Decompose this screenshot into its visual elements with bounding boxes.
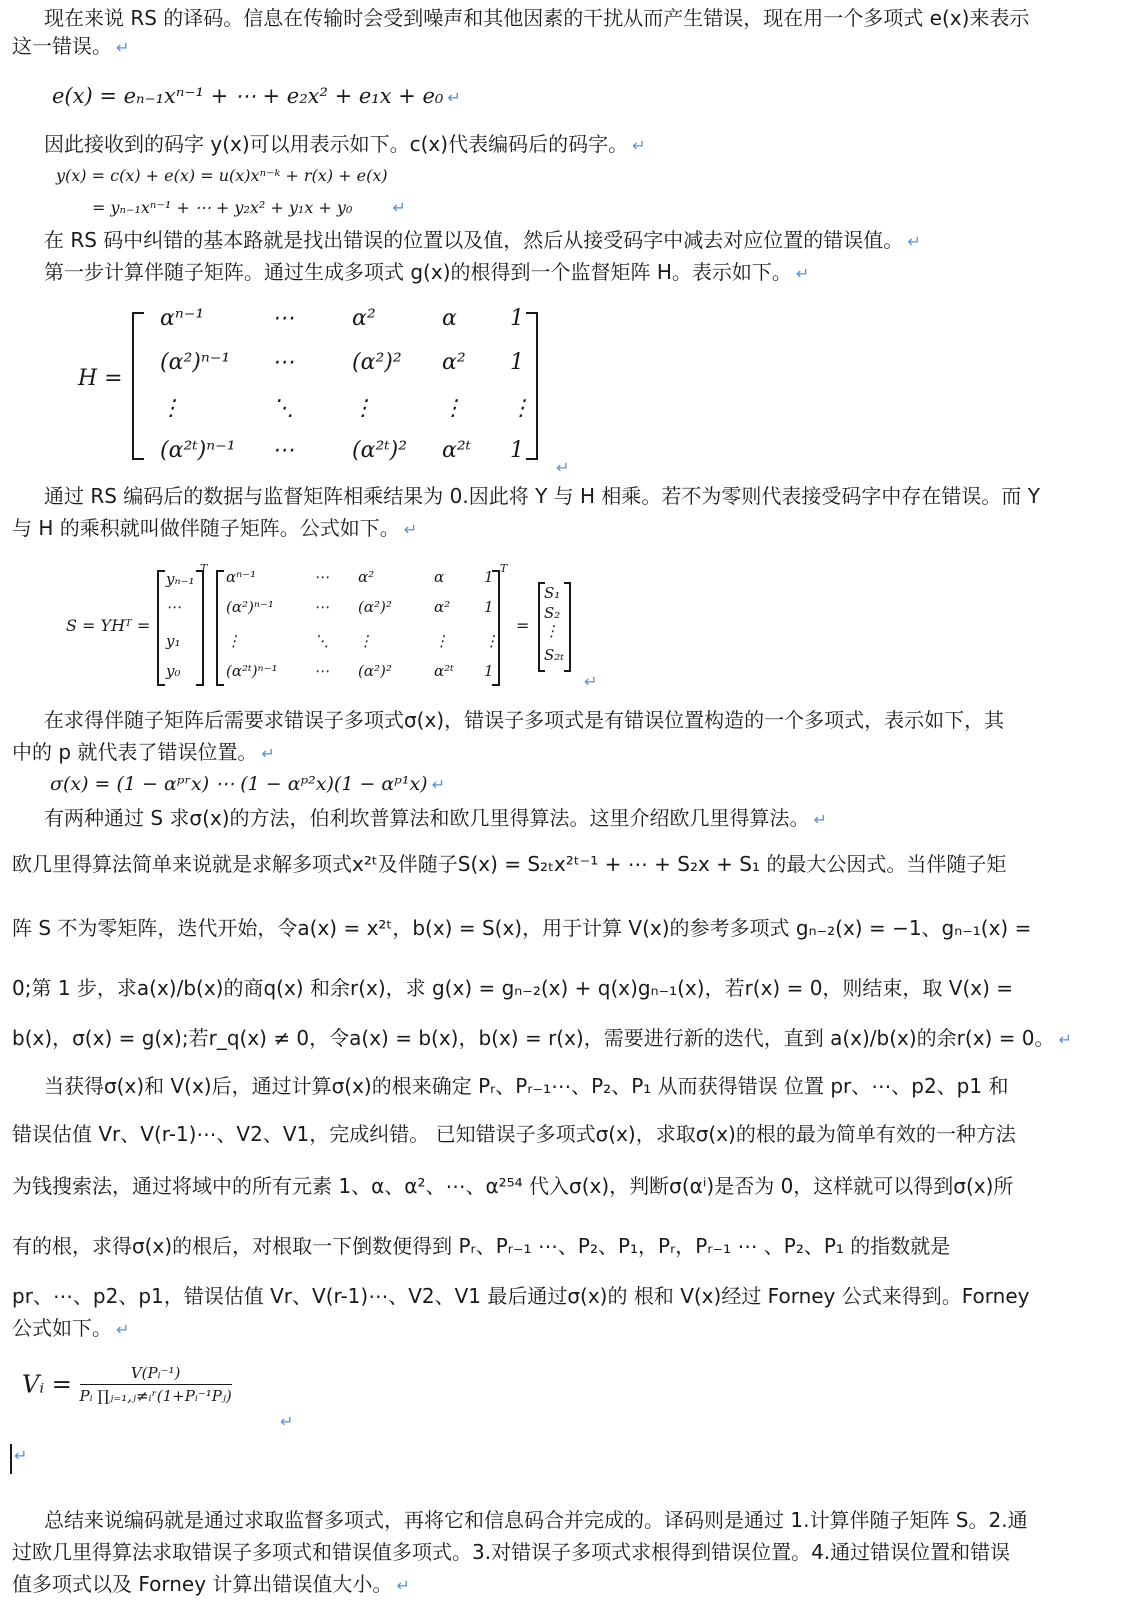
matrix-h-cell: (α²ᵗ)ⁿ⁻¹ [160,438,236,463]
matrix-h-cell: ⋯ [272,306,294,331]
paragraph-mark-icon: ↵ [907,232,921,251]
forney-numerator: V(Pᵢ⁻¹) [80,1364,232,1385]
forney-formula [22,1364,232,1405]
p9-line6 [12,1312,129,1346]
matrix-h-cell: ⋯ [272,438,294,463]
paragraph-mark-icon: ↵ [632,136,646,155]
syndrome-equation [0,560,640,690]
s-vector-cell: S₂ [544,604,561,622]
forney-lhs: Vᵢ = [22,1370,72,1399]
matrix-h-right-bracket [526,312,538,460]
hmatrix-left-bracket [216,570,224,686]
syndrome-label: S = YHᵀ = [66,616,151,635]
hmatrix-cell: 1 [484,568,494,586]
p1-line2 [12,30,129,64]
s-vector-cell: ⋮ [544,622,559,640]
hmatrix-cell: (α²)² [358,598,392,616]
syndrome-equals: = [516,616,530,635]
p10-line1: 总结来说编码就是通过求取监督多项式，再将它和信息码合并完成的。译码则是通过 1.计算伴随子矩阵 S。2.通 [44,1508,1028,1532]
p9-line2: 错误估值 Vr、V(r-1)⋯、V2、V1，完成纠错。 已知错误子多项式σ(x)，求取σ(x)的根的最为简单有效的一种方法 [12,1122,1016,1146]
y-vector-cell: ⋯ [166,598,181,616]
s-vector-right-bracket [564,582,571,672]
matrix-h-cell: 1 [510,438,524,463]
p1-line1: 现在来说 RS 的译码。信息在传输时会受到噪声和其他因素的干扰从而产生错误，现在用一个多项式 e(x)来表示 [44,6,1030,30]
hmatrix-cell: α²ᵗ [434,662,454,680]
p5-line2 [12,512,417,546]
hmatrix-cell: α [434,568,445,586]
p8-line3: 0;第 1 步，求a(x)/b(x)的商q(x) 和余r(x)，求 g(x) = gₙ₋₂(x) + q(x)gₙ₋₁(x)，若r(x) = 0，则结束，取 V(x) = [12,976,1014,1000]
s-vector-cell: S₂ₜ [544,646,564,664]
matrix-h-cell: ⋮ [160,396,182,421]
hmatrix-cell: (α²)ⁿ⁻¹ [226,598,274,616]
paragraph-mark-icon: ↵ [813,810,827,829]
p3-line [44,224,921,258]
p7-line [44,802,827,836]
p10-line3 [12,1568,410,1602]
p9-line1: 当获得σ(x)和 V(x)后，通过计算σ(x)的根来确定 Pᵣ、Pᵣ₋₁⋯、P₂、P₁ 从而获得错误 位置 pr、⋯、p2、p1 和 [44,1074,1009,1098]
hmatrix-cell: ⋮ [434,632,449,650]
paragraph-mark-icon: ↵ [556,458,570,477]
matrix-h-cell: ⋯ [272,350,294,375]
p3-text: 在 RS 码中纠错的基本路就是找出错误的位置以及值，然后从接受码字中减去对应位置的错误值。 [44,228,904,252]
p6-line2-text: 中的 p 就代表了错误位置。 [12,740,258,764]
forney-denominator: Pᵢ ∏ⱼ₌₁,ⱼ≠ᵢʳ(1+Pᵢ⁻¹Pⱼ) [79,1387,232,1405]
hmatrix-cell: (α²)² [358,662,392,680]
p9-line3: 为钱搜索法，通过将域中的所有元素 1、α、α²、⋯、α²⁵⁴ 代入σ(x)，判断σ(αⁱ)是否为 0，这样就可以得到σ(x)所 [12,1174,1014,1198]
p4-text: 第一步计算伴随子矩阵。通过生成多项式 g(x)的根得到一个监督矩阵 H。表示如下。 [44,260,792,284]
y-vector-cell: y₀ [166,662,181,680]
matrix-h-label: H = [78,366,123,391]
equation-received-2 [92,192,406,224]
p8-line4-text: b(x)，σ(x) = g(x);若r_q(x) ≠ 0，令a(x) = b(x)，b(x) = r(x)，需要进行新的迭代，直到 a(x)/b(x)的余r(x) = 0。 [12,1026,1055,1050]
equation-sigma [50,768,445,801]
hmatrix-cell: ⋱ [314,632,329,650]
matrix-h-cell: (α²)² [352,350,402,375]
hmatrix-cell: ⋯ [314,598,329,616]
hmatrix-cell: α² [358,568,375,586]
p4-line [44,256,809,290]
paragraph-mark-icon: ↵ [584,672,598,691]
equation-error-poly [52,80,461,114]
matrix-h-cell: α²ᵗ [442,438,472,463]
paragraph-mark-icon: ↵ [280,1412,294,1431]
p2-line [44,128,645,162]
hmatrix-cell: ⋮ [484,632,499,650]
eq-e-text: e(x) = eₙ₋₁xⁿ⁻¹ + ⋯ + e₂x² + e₁x + e₀ [52,84,444,108]
matrix-h-cell: 1 [510,350,524,375]
hmatrix-cell: (α²ᵗ)ⁿ⁻¹ [226,662,278,680]
equation-received-1: y(x) = c(x) + e(x) = u(x)xⁿ⁻ᵏ + r(x) + e(x) [56,166,388,185]
paragraph-mark-icon: ↵ [392,198,406,217]
eq-sigma-text: σ(x) = (1 − αᵖʳx) ⋯ (1 − αᵖ²x)(1 − αᵖ¹x) [50,773,428,795]
p10-line2: 过欧几里得算法求取错误子多项式和错误值多项式。3.对错误子多项式求根得到错误位置。4.通过错误位置和错误 [12,1540,1011,1564]
matrix-h-cell: ⋮ [352,396,374,421]
p10-line3-text: 值多项式以及 Forney 计算出错误值大小。 [12,1572,393,1596]
h-transpose: T [500,562,508,575]
s-vector-cell: S₁ [544,584,561,602]
p7-text: 有两种通过 S 求σ(x)的方法，伯利坎普算法和欧几里得算法。这里介绍欧几里得算法。 [44,806,810,830]
text-cursor [10,1444,12,1474]
eq-y2-text: = yₙ₋₁xⁿ⁻¹ + ⋯ + y₂x² + y₁x + y₀ [92,198,353,217]
hmatrix-cell: ⋮ [226,632,241,650]
paragraph-mark-icon: ↵ [116,1320,130,1339]
p9-line4: 有的根，求得σ(x)的根后，对根取一下倒数便得到 Pᵣ、Pᵣ₋₁ ⋯、P₂、P₁，Pᵣ，Pᵣ₋₁ ⋯ 、P₂、P₁ 的指数就是 [12,1234,951,1258]
matrix-h-cell: α² [352,306,376,331]
paragraph-mark-icon: ↵ [261,744,275,763]
hmatrix-cell: ⋮ [358,632,373,650]
p8-line4 [12,1022,1072,1056]
paragraph-mark-icon: ↵ [447,88,461,107]
matrix-h-cell: ⋱ [272,396,294,421]
y-vector-right-bracket [196,570,204,686]
paragraph-mark-icon: ↵ [431,775,445,794]
y-vector-left-bracket [157,570,165,686]
p9-line5: pr、⋯、p2、p1，错误估值 Vr、V(r-1)⋯、V2、V1 最后通过σ(x)的 根和 V(x)经过 Forney 公式来得到。Forney [12,1284,1030,1308]
p5-line1: 通过 RS 编码后的数据与监督矩阵相乘结果为 0.因此将 Y 与 H 相乘。若不为零则代表接受码字中存在错误。而 Y [44,484,1041,508]
matrix-h-cell: ⋮ [442,396,464,421]
p9-line6-text: 公式如下。 [12,1316,112,1340]
p2-text: 因此接收到的码字 y(x)可以用表示如下。c(x)代表编码后的码字。 [44,132,629,156]
paragraph-mark-icon: ↵ [403,520,418,539]
y-transpose: T [200,562,208,575]
hmatrix-cell: ⋯ [314,662,329,680]
matrix-h-cell: (α²ᵗ)² [352,438,408,463]
paragraph-mark-icon: ↵ [116,38,130,57]
matrix-h-cell: ⋮ [510,396,532,421]
p6-line1: 在求得伴随子矩阵后需要求错误子多项式σ(x)，错误子多项式是有错误位置构造的一个多项式，表示如下，其 [44,708,1005,732]
p5-line2-text: 与 H 的乘积就叫做伴随子矩阵。公式如下。 [12,516,400,540]
hmatrix-cell: 1 [484,662,494,680]
y-vector-cell: y₁ [166,632,181,650]
matrix-h-left-bracket [132,312,144,460]
hmatrix-cell: ⋯ [314,568,329,586]
y-vector-cell: yₙ₋₁ [166,570,195,588]
matrix-h-cell: (α²)ⁿ⁻¹ [160,350,231,375]
paragraph-mark-icon: ↵ [396,1576,410,1595]
matrix-h [0,300,600,480]
p8-line1: 欧几里得算法简单来说就是求解多项式x²ᵗ及伴随子S(x) = S₂ₜx²ᵗ⁻¹ + ⋯ + S₂x + S₁ 的最大公因式。当伴随子矩 [12,852,1007,876]
matrix-h-cell: αⁿ⁻¹ [160,306,205,331]
matrix-h-cell: α² [442,350,466,375]
p8-line2: 阵 S 不为零矩阵，迭代开始，令a(x) = x²ᵗ，b(x) = S(x)，用于计算 V(x)的参考多项式 gₙ₋₂(x) = −1、gₙ₋₁(x) = [12,916,1032,940]
hmatrix-cell: αⁿ⁻¹ [226,568,257,586]
paragraph-mark-icon: ↵ [14,1446,28,1465]
paragraph-mark-icon: ↵ [795,264,810,283]
p1-line2-text: 这一错误。 [12,34,112,58]
matrix-h-cell: α [442,306,457,331]
paragraph-mark-icon: ↵ [1058,1030,1072,1049]
matrix-h-cell: 1 [510,306,524,331]
hmatrix-cell: α² [434,598,451,616]
p6-line2 [12,736,275,770]
hmatrix-cell: 1 [484,598,494,616]
forney-fraction [80,1364,232,1405]
